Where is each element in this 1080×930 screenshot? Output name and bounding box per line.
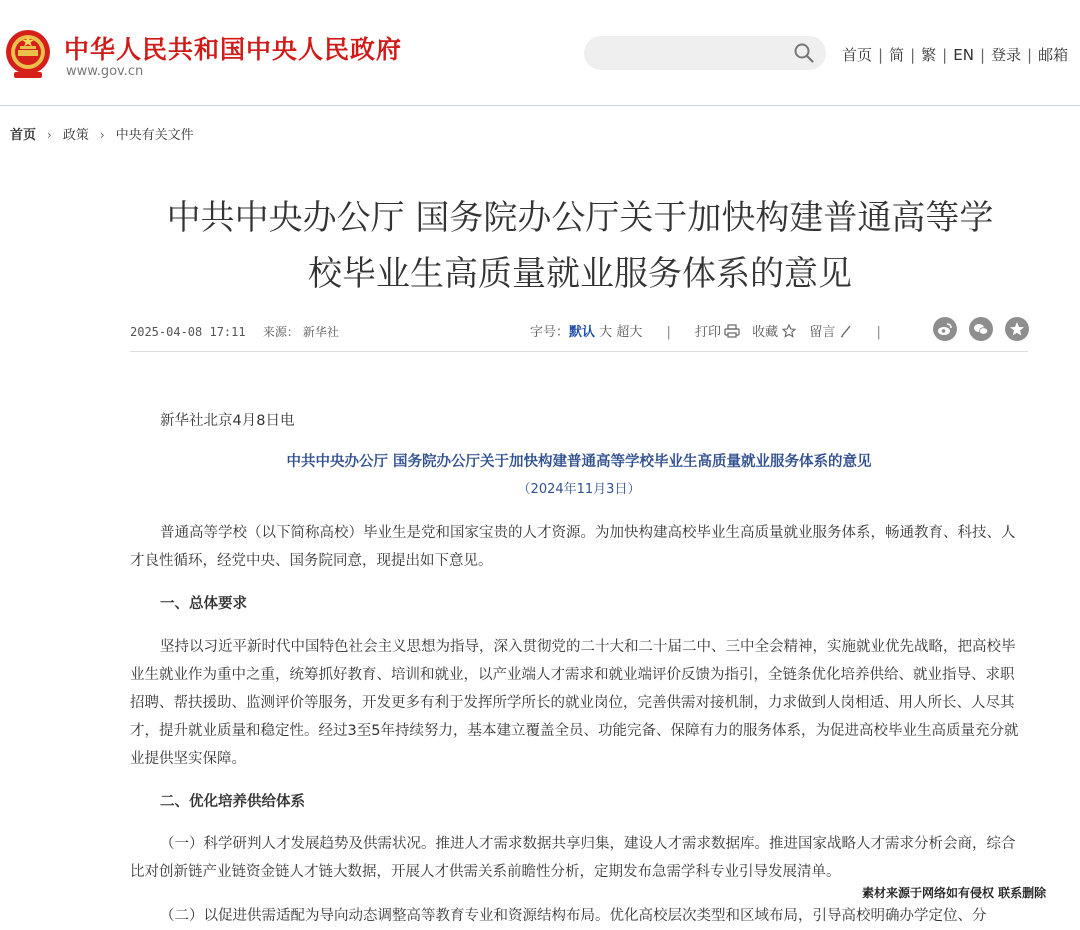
- paragraph: （二）以促进供需适配为导向动态调整高等教育专业和资源结构布局。优化高校层次类型和区域布局，引导高校明确办学定位、分: [160, 908, 987, 924]
- favorite-button[interactable]: [752, 325, 797, 340]
- comment-button[interactable]: [809, 325, 854, 340]
- font-size-default[interactable]: 默认: [569, 325, 596, 340]
- source-label: 来源：: [262, 325, 299, 339]
- meta-tools: [530, 321, 901, 340]
- nav-separator: |: [979, 46, 985, 64]
- national-emblem-icon[interactable]: [4, 28, 52, 80]
- nav-mail[interactable]: 邮箱: [1038, 46, 1069, 64]
- pencil-icon: [838, 324, 854, 338]
- site-url[interactable]: www.gov.cn: [66, 64, 144, 79]
- title-line-2: 校毕业生高质量就业服务体系的意见: [308, 254, 852, 294]
- breadcrumb-central-docs[interactable]: 中央有关文件: [115, 128, 194, 143]
- favorite-label: 收藏: [752, 325, 779, 340]
- nav-separator: |: [942, 46, 948, 64]
- star-share-icon: [1009, 321, 1025, 337]
- document-heading: 中共中央办公厅 国务院办公厅关于加快构建普通高等学校毕业生高质量就业服务体系的意见: [286, 454, 872, 470]
- section-heading: 二、优化培养供给体系: [160, 794, 305, 810]
- source-name: 新华社: [302, 325, 339, 339]
- dateline: 新华社北京4月8日电: [160, 413, 295, 429]
- font-size-xlarge[interactable]: 超大: [616, 325, 643, 340]
- meta-info: [130, 323, 339, 340]
- chevron-right-icon: ›: [99, 128, 105, 142]
- breadcrumb: [10, 124, 194, 143]
- print-label: 打印: [695, 325, 722, 340]
- chevron-right-icon: ›: [47, 128, 52, 142]
- font-size-large[interactable]: 大: [599, 325, 613, 340]
- document-date: （2024年11月3日）: [517, 482, 641, 497]
- top-nav: [842, 44, 1068, 65]
- paragraph: （一）科学研判人才发展趋势及供需状况。推进人才需求数据共享归集，建设人才需求数据库。推进国家战略人才需求分析会商，综合比对创新链产业链资金链人才链大数据，开展人才供需关系前瞻性分析，定期发布急需学科专业引导发展清单。: [130, 836, 1016, 880]
- site-header: [0, 0, 1080, 106]
- site-title[interactable]: 中华人民共和国中央人民政府: [64, 35, 403, 64]
- nav-separator: |: [878, 46, 884, 64]
- nav-separator: |: [910, 46, 916, 64]
- nav-home[interactable]: 首页: [842, 46, 873, 64]
- font-size-label: 字号：: [530, 325, 570, 340]
- section-heading: 一、总体要求: [160, 596, 247, 612]
- breadcrumb-policy[interactable]: 政策: [62, 128, 89, 143]
- article-meta: [130, 312, 1028, 352]
- qzone-share-button[interactable]: [1005, 317, 1029, 341]
- weibo-share-button[interactable]: [933, 317, 957, 341]
- weibo-icon: [937, 321, 953, 337]
- nav-traditional[interactable]: 繁: [921, 46, 937, 64]
- page-title: [130, 190, 1030, 302]
- publish-datetime: 2025-04-08 17:11: [130, 325, 246, 339]
- nav-separator: |: [1027, 46, 1033, 64]
- nav-login[interactable]: 登录: [991, 46, 1022, 64]
- printer-icon: [724, 324, 740, 338]
- print-button[interactable]: [695, 325, 740, 340]
- breadcrumb-home[interactable]: 首页: [10, 128, 37, 143]
- watermark-text: 素材来源于网络如有侵权 联系删除: [858, 883, 1050, 902]
- wechat-icon: [973, 321, 989, 337]
- meta-separator: |: [876, 325, 881, 340]
- paragraph: 坚持以习近平新时代中国特色社会主义思想为指导，深入贯彻党的二十大和二十届二中、三中全会精神，实施就业优先战略，把高校毕业生就业作为重中之重，统筹抓好教育、培训和就业，以产业端人才需求和就业端评价反馈为指引，全链条优化培养供给、就业指导、求职招聘、帮扶援助、监测评价等服务，开发更多有利于发挥所学所长的就业岗位，完善供需对接机制，力求做到人岗相适、用人所长、人尽其才，提升就业质量和稳定性。经过3至5年持续努力，基本建立覆盖全员、功能完备、保障有力的服务体系，为促进高校毕业生高质量充分就业提供坚实保障。: [130, 639, 1019, 767]
- nav-simplified[interactable]: 简: [889, 46, 905, 64]
- wechat-share-button[interactable]: [969, 317, 993, 341]
- comment-label: 留言: [809, 325, 836, 340]
- search-input[interactable]: [584, 36, 826, 70]
- paragraph: 普通高等学校（以下简称高校）毕业生是党和国家宝贵的人才资源。为加快构建高校毕业生高质量就业服务体系，畅通教育、科技、人才良性循环，经党中央、国务院同意，现提出如下意见。: [130, 525, 1016, 569]
- nav-english[interactable]: EN: [953, 46, 974, 64]
- meta-separator: |: [666, 325, 671, 340]
- star-icon: [781, 324, 797, 338]
- title-line-1: 中共中央办公厅 国务院办公厅关于加快构建普通高等学: [166, 198, 994, 238]
- search-icon[interactable]: [794, 43, 814, 63]
